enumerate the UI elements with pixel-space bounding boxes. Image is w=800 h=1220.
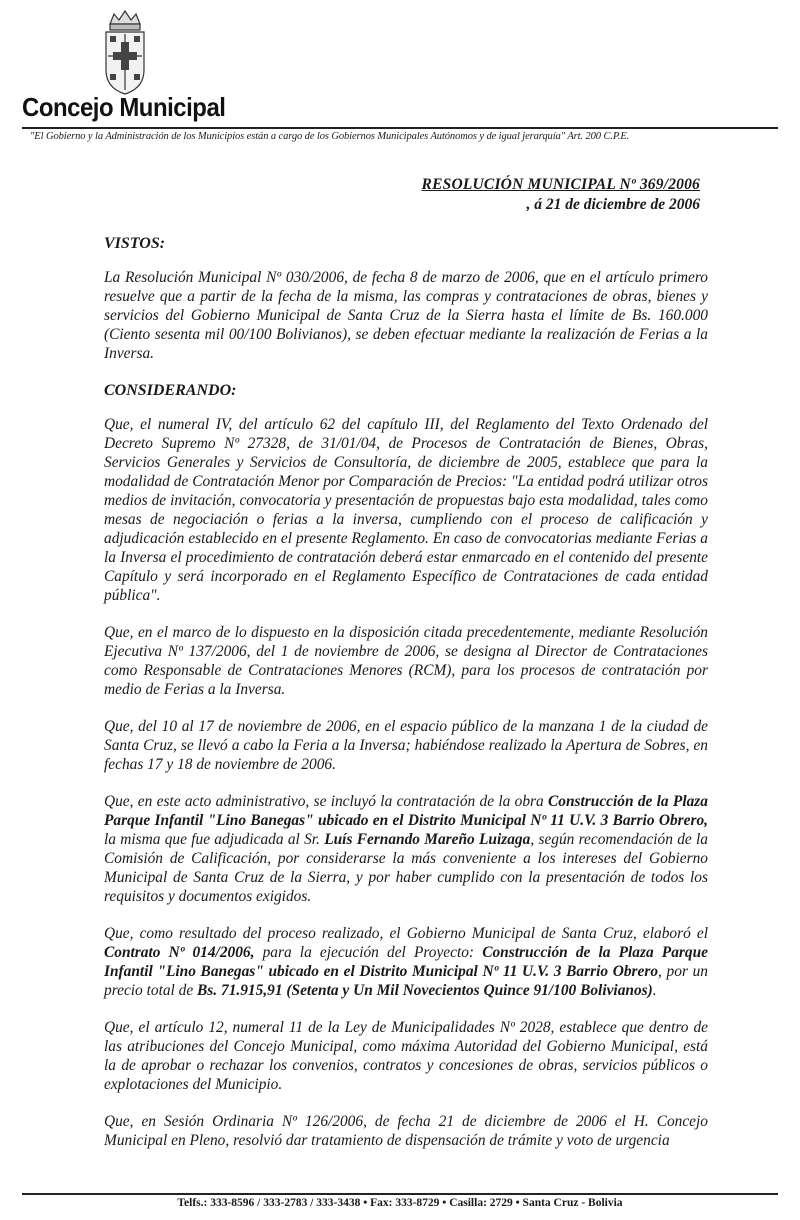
organization-name: Concejo Municipal <box>22 92 226 122</box>
vistos-heading: VISTOS: <box>104 235 166 252</box>
considerando-paragraph-6: Que, el artículo 12, numeral 11 de la Ley de Municipalidades Nº 2028, establece que dentro de las atribuciones del Concejo Municipal, como máxima Autoridad del Gobierno Municipal, está la de aprobar o rechazar los convenios, contratos y concesiones de obras, servicios públicos o explotaciones del Municipio. <box>104 1019 708 1093</box>
header-divider <box>22 127 778 129</box>
considerando-paragraph-3: Que, del 10 al 17 de noviembre de 2006, en el espacio público de la manzana 1 de la ciudad de Santa Cruz, se llevó a cabo la Feria a la Inversa; habiéndose realizado la Apertura de Sobres, en fechas 17 y 18 de noviembre de 2006. <box>104 718 708 773</box>
resolution-title: RESOLUCIÓN MUNICIPAL Nº 369/2006 <box>421 176 700 193</box>
considerando-paragraph-2: Que, en el marco de lo dispuesto en la disposición citada precedentemente, mediante Resolución Ejecutiva Nº 137/2006, del 1 de noviembre de 2006, se designa al Director de Contrataciones como Responsable de Contrataciones Menores (RCM), para los procesos de contratación por medio de Ferias a la Inversa. <box>104 624 708 698</box>
vistos-paragraph: La Resolución Municipal Nº 030/2006, de fecha 8 de marzo de 2006, que en el artículo primero resuelve que a partir de la fecha de la misma, las compras y contrataciones de obras, bienes y servicios del Gobierno Municipal de Santa Cruz de la Sierra hasta el límite de Bs. 160.000 (Ciento sesenta mil 00/100 Bolivianos), se deben efectuar mediante la realización de Ferias a la Inversa. <box>104 269 708 362</box>
p5-text-g: . <box>652 982 657 999</box>
p4-contractor-name: Luís Fernando Mareño Luizaga <box>324 831 531 848</box>
p4-text-e: , según recomendación de la Comisión de Calificación, por considerarse la más conveniente a los intereses del Gobierno Municipal de Santa Cruz de la Sierra, y por haber cumplido con la presentación de todos los requisitos y documentos exigidos. <box>104 831 709 905</box>
p5-total-price: Bs. 71.915,91 (Setenta y Un Mil Novecientos Quince 91/100 Bolivianos) <box>197 982 653 999</box>
coat-of-arms-icon <box>100 8 150 96</box>
resolution-date: , á 21 de diciembre de 2006 <box>526 196 700 213</box>
p5-text-a: Que, como resultado del proceso realizado, el Gobierno Municipal de Santa Cruz, elaboró el <box>104 925 708 942</box>
p5-text-c: para la ejecución del Proyecto: <box>254 944 483 961</box>
footer-contact: Telfs.: 333-8596 / 333-2783 / 333-3438 • Fax: 333-8729 • Casilla: 2729 • Santa Cruz - Bolivia <box>177 1197 623 1209</box>
considerando-paragraph-5 <box>104 924 708 1000</box>
p4-text-a: Que, en este acto administrativo, se incluyó la contratación de la obra <box>104 793 548 810</box>
p5-contract-number: Contrato Nº 014/2006, <box>104 944 255 961</box>
p5-project-name: Construcción de la Plaza Parque Infantil "Lino Banegas" ubicado en el Distrito Municipal Nº 11 U.V. 3 Barrio Obrero <box>104 944 708 980</box>
p5-text-e: , por un precio total de <box>104 963 708 999</box>
header-motto: "El Gobierno y la Administración de los Municipios están a cargo de los Gobiernos Municipales Autónomos y de igual jerarquía" Art. 200 C.P.E. <box>30 131 630 142</box>
p4-text-c: la misma que fue adjudicada al Sr. <box>104 831 325 848</box>
document-body <box>104 234 708 1150</box>
considerando-heading: CONSIDERANDO: <box>104 382 237 399</box>
p4-project-name: Construcción de la Plaza Parque Infantil "Lino Banegas" ubicado en el Distrito Municipal Nº 11 U.V. 3 Barrio Obrero, <box>104 793 708 829</box>
considerando-paragraph-1: Que, el numeral IV, del artículo 62 del capítulo III, del Reglamento del Texto Ordenado del Decreto Supremo Nº 27328, de 31/01/04, de Procesos de Contratación de Bienes, Obras, Servicios Generales y Servicios de Consultoría, de diciembre de 2005, establece que para la modalidad de Contratación Menor por Comparación de Precios: "La entidad podrá utilizar otros medios de invitación, convocatoria y presentación de propuestas bajo esta modalidad, tales como mesas de negociación o ferias a la inversa, cumpliendo con el proceso de calificación y adjudicación establecido en el presente Reglamento. En caso de convocatorias mediante Ferias a la Inversa el procedimiento de contratación deberá estar enmarcado en el contenido del presente Capítulo y será incorporado en el Reglamento Específico de Contrataciones de cada entidad pública". <box>104 416 708 604</box>
footer-divider <box>22 1193 778 1195</box>
considerando-paragraph-4 <box>104 792 708 906</box>
considerando-paragraph-7: Que, en Sesión Ordinaria Nº 126/2006, de fecha 21 de diciembre de 2006 el H. Concejo Municipal en Pleno, resolvió dar tratamiento de dispensación de trámite y voto de urgencia <box>104 1113 708 1149</box>
